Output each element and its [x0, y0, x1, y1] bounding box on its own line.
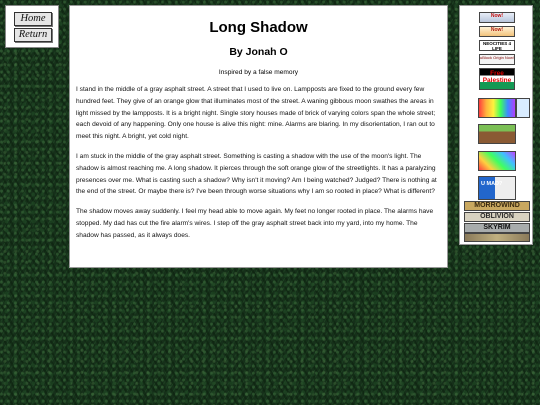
return-button[interactable]: Return	[14, 28, 52, 42]
portal-badge[interactable]	[516, 98, 530, 118]
free-palestine-badge[interactable]: Free Palestine	[479, 68, 515, 90]
article-title: Long Shadow	[209, 19, 308, 36]
neocities-badge[interactable]: NEOCITIES 4 LIFE	[479, 40, 515, 51]
web-browser-badge[interactable]: Now!	[479, 12, 515, 23]
nyan-cat-badge[interactable]	[478, 98, 516, 118]
article-paragraph: I stand in the middle of a gray asphalt street. A street that I used to live on. Lampposts are fixed to the ground every few hundred feet. They give of an orange glow that illuminates most of the street. A waning gibbous moon swathes the areas in light missed by the lampposts. It is a bright night. Single story houses made of brick of varying colors span the whole street; each devoid of any happening. Only one house is alive this night: mine. Alarms are blaring. In my disorientation, I ran out to meet this night. A bright, yet cold night.	[76, 86, 436, 141]
u-mad-badge[interactable]: U MAD?	[478, 176, 516, 200]
article-subtitle: Inspired by a false memory	[218, 69, 299, 76]
ublock-badge[interactable]: uBlock Origin Now!	[479, 54, 515, 65]
trollface-rainbow-badge[interactable]	[478, 151, 516, 171]
article-paragraph: I am stuck in the middle of the gray asphalt street. Something is casting a shadow with the use of the moon's light. The shadow is almost reaching me. A long shadow. It pierces through the soft orange glow of the streetlights. It has a paralyzing presences over me. What is casting such a shadow? Why isn't it moving? Am I being watched? Judged? There is nothing at the end of the street. Or maybe there is? I've been through worse situations why I am so rooted in place? What is different?	[76, 152, 437, 196]
morrowind-badge[interactable]: MORROWIND	[464, 201, 530, 211]
badge-sidebar	[459, 5, 533, 245]
elder-scrolls-badge[interactable]	[464, 233, 530, 242]
firefox-badge[interactable]: Now!	[479, 26, 515, 37]
oblivion-badge[interactable]: OBLIVION	[464, 212, 530, 222]
nav-panel	[5, 5, 59, 48]
minecraft-badge[interactable]	[478, 124, 516, 144]
article-panel	[69, 5, 448, 268]
article-author: By Jonah O	[229, 46, 288, 58]
home-button[interactable]: Home	[14, 12, 52, 26]
skyrim-badge[interactable]: SKYRIM	[464, 223, 530, 233]
article-paragraph: The shadow moves away suddenly. I feel my head able to move again. My feet no longer rooted in place. The alarms have stopped. My dad has cut the fire alarm's wires. I step off the gray asphalt street back into my yard, into my home. The shadow has passed, as it always does.	[76, 208, 434, 239]
